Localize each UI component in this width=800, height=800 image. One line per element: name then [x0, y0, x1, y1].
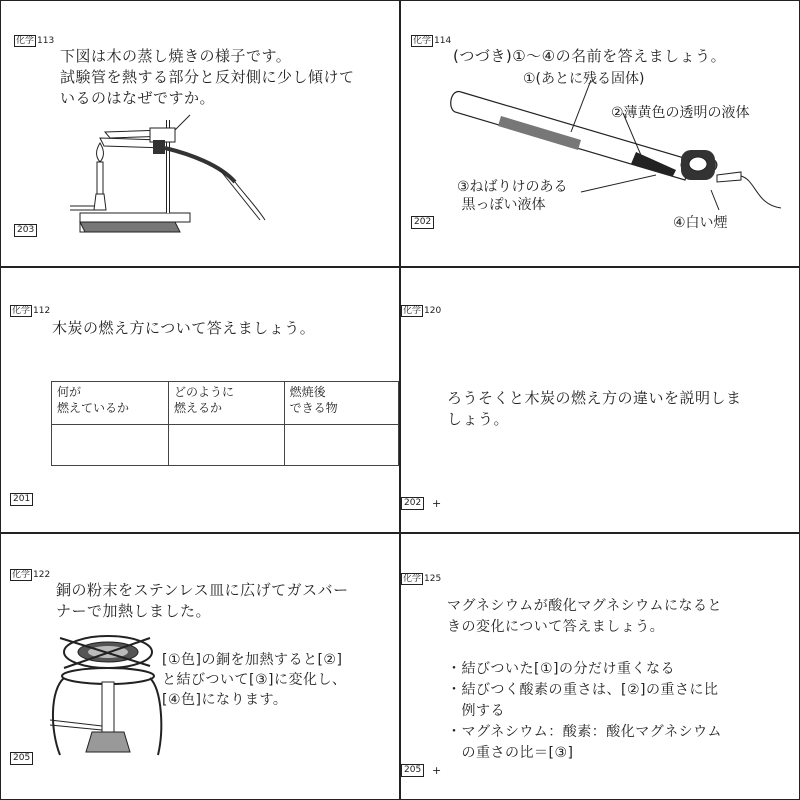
card-tag	[411, 36, 451, 47]
answer-table	[51, 381, 399, 466]
card-code: 201	[10, 493, 33, 506]
label-4: ④白い煙	[673, 215, 728, 231]
card-code: 205	[10, 752, 33, 765]
table-header-how: どのように 燃えるか	[168, 382, 284, 425]
card-code: 202	[401, 497, 424, 510]
card-code: 203	[14, 224, 37, 237]
card-number: 113	[37, 36, 55, 46]
plus-mark: +	[432, 764, 442, 777]
question-text: マグネシウムが酸化マグネシウムになると きの変化について答えましょう。 ・結びついた[①]の分だけ重くなる ・結びつく酸素の重さは、[②]の重さに比 例する ・マグネシウム：酸素：酸化マグネシウム の重さの比＝[③]	[447, 598, 722, 761]
table-header-product: 燃焼後 できる物	[284, 382, 398, 425]
plus-mark: +	[432, 497, 442, 510]
subject-badge: 化学	[403, 574, 422, 584]
answer-cell	[168, 425, 284, 466]
card-tag	[14, 36, 54, 47]
card-tag	[401, 574, 441, 585]
card-tag	[10, 570, 50, 581]
label-3: ③ねばりけのある 黒っぽい液体	[457, 179, 568, 213]
question-text: 木炭の燃え方について答えましょう。	[52, 319, 316, 337]
subject-badge: 化学	[16, 36, 35, 46]
card-tag	[401, 306, 441, 317]
answer-cell	[284, 425, 398, 466]
subject-badge: 化学	[12, 570, 31, 580]
card-number: 120	[424, 306, 442, 316]
burner-illustration	[50, 630, 170, 770]
card-number: 114	[434, 36, 452, 46]
subject-badge: 化学	[403, 306, 422, 316]
subject-badge: 化学	[413, 36, 432, 46]
question-text: ろうそくと木炭の燃え方の違いを説明しま しょう。	[447, 389, 742, 428]
question-text: 下図は木の蒸し焼きの様子です。 試験管を熱する部分と反対側に少し傾けて いるのはなぜですか。	[60, 47, 355, 107]
label-2: ②薄黄色の透明の液体	[611, 105, 750, 121]
label-1: ①(あとに残る固体)	[523, 71, 645, 87]
card-tag	[10, 306, 50, 317]
table-header-what: 何が 燃えているか	[52, 382, 169, 425]
card-114	[401, 0, 800, 266]
question-text: 銅の粉末をステンレス皿に広げてガスバー ナーで加熱しました。	[56, 581, 349, 620]
card-120	[401, 268, 800, 532]
answer-cell	[52, 425, 169, 466]
card-number: 112	[33, 306, 51, 316]
card-number: 122	[33, 570, 51, 580]
card-125	[401, 534, 800, 800]
card-number: 125	[424, 574, 442, 584]
card-code: 202	[411, 216, 434, 229]
card-code: 205	[401, 764, 424, 777]
fill-in-text: [①色]の銅を加熱すると[②] と結びついて[③]に変化し、 [④色]になります。	[162, 652, 347, 708]
question-text: (つづき)①～④の名前を答えましょう。	[453, 47, 727, 65]
card-113	[0, 0, 399, 266]
subject-badge: 化学	[12, 306, 31, 316]
card-122	[0, 534, 399, 800]
distillation-apparatus-illustration	[70, 110, 270, 250]
card-112	[0, 268, 399, 532]
